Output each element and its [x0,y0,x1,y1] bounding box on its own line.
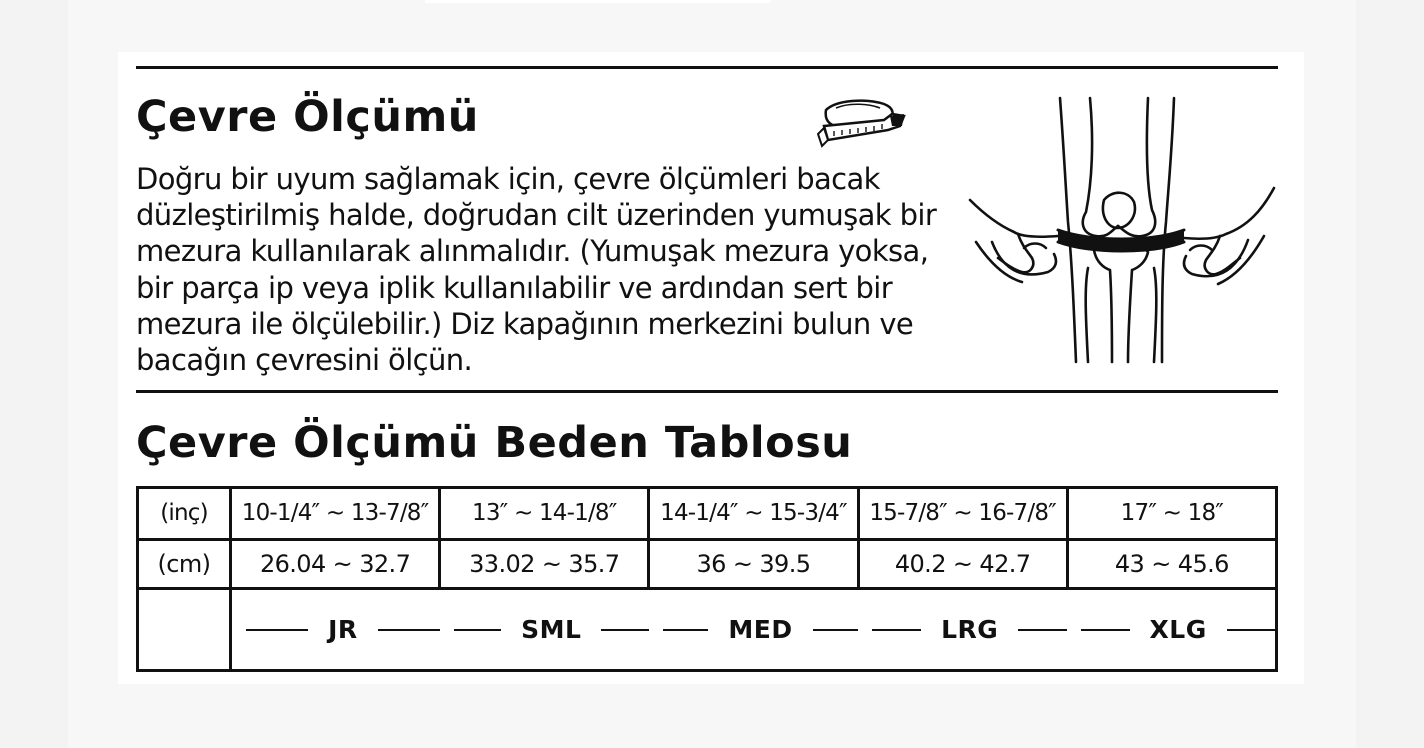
section-title-circumference: Çevre Ölçümü [136,92,479,142]
cm-range-cell: 36 ~ 39.5 [649,539,858,589]
size-label: MED [728,615,793,645]
size-label: XLG [1149,615,1207,645]
size-label: JR [328,615,358,645]
size-cell [1067,589,1276,671]
section-title-size-chart: Çevre Ölçümü Beden Tablosu [136,418,853,468]
top-divider [136,66,1278,69]
inch-range-cell: 15-7/8″ ~ 16-7/8″ [858,488,1067,540]
table-row-cm [138,539,1277,589]
instruction-line: mezura ile ölçülebilir.) Diz kapağının merkezini bulun ve [136,306,914,341]
instruction-line: Doğru bir uyum sağlamak için, çevre ölçümleri bacak [136,162,880,196]
inch-range-cell: 10-1/4″ ~ 13-7/8″ [231,488,440,540]
size-cell [649,589,858,671]
cm-range-cell: 40.2 ~ 42.7 [858,539,1067,589]
size-label: LRG [941,615,999,645]
top-strip [425,0,770,3]
size-cell [440,589,649,671]
cm-range-cell: 43 ~ 45.6 [1067,539,1276,589]
measuring-tape-icon [814,96,906,154]
size-cell [858,589,1067,671]
measurement-instructions [136,161,956,378]
inch-range-cell: 13″ ~ 14-1/8″ [440,488,649,540]
instruction-line: düzleştirilmiş halde, doğrudan cilt üzerinden yumuşak bir [136,198,937,233]
table-row-inch [138,488,1277,540]
size-label: SML [521,615,582,645]
cm-range-cell: 33.02 ~ 35.7 [440,539,649,589]
table-row-size [138,589,1277,671]
size-label-empty-cell [138,589,231,671]
middle-divider [136,390,1278,393]
size-chart-table [136,486,1278,672]
instruction-line: mezura kullanılarak alınmalıdır. (Yumuşak mezura yoksa, [136,234,929,269]
cm-range-cell: 26.04 ~ 32.7 [231,539,440,589]
instruction-line: bacağın çevresini ölçün. [136,343,473,378]
inch-range-cell: 17″ ~ 18″ [1067,488,1276,540]
inch-range-cell: 14-1/4″ ~ 15-3/4″ [649,488,858,540]
size-cell [231,589,440,671]
knee-measurement-illustration [962,92,1282,372]
unit-label-inch: (inç) [138,488,231,540]
instruction-line: bir parça ip veya iplik kullanılabilir ve ardından sert bir [136,270,893,305]
unit-label-cm: (cm) [138,539,231,589]
